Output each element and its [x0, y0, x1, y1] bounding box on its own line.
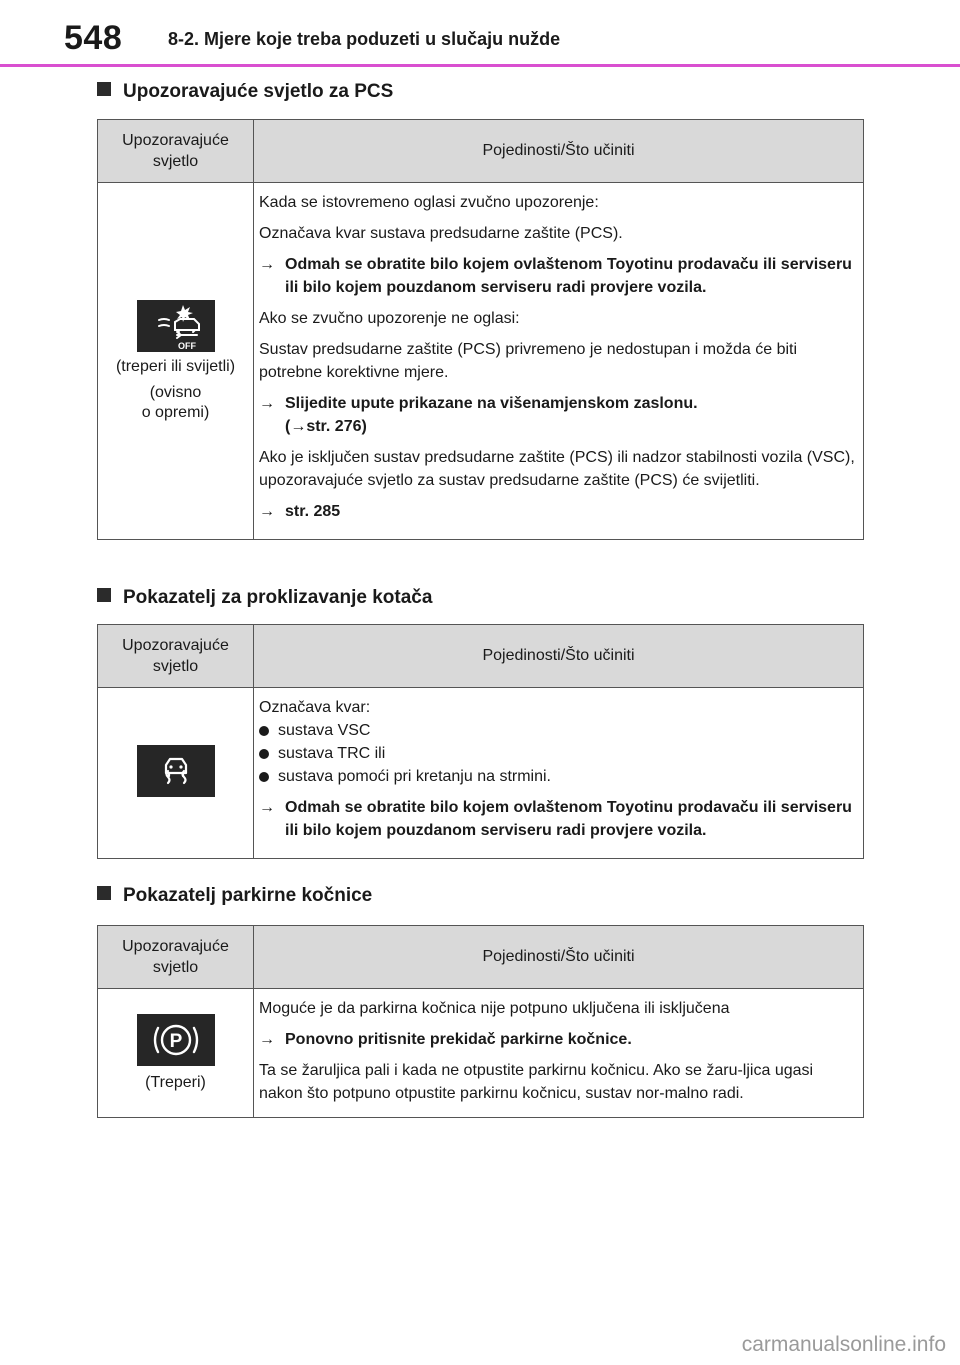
- icon-cell: [98, 183, 254, 540]
- action-item: → Ponovno pritisnite prekidač parkirne kočnice.: [259, 1028, 857, 1051]
- action-item: → Odmah se obratite bilo kojem ovlaštenom Toyotinu prodavaču ili serviseru ili bilo kojem pouzdanom serviseru radi provjere vozila.: [259, 796, 857, 842]
- action-item: → Slijedite upute prikazane na višenamjenskom zaslonu. (→str. 276): [259, 392, 857, 438]
- arrow-icon: →: [259, 799, 275, 816]
- skid-indicator-table: [97, 624, 864, 859]
- col-header-light: Upozoravajuće svjetlo: [98, 926, 254, 989]
- action-item: → Odmah se obratite bilo kojem ovlaštenom Toyotinu prodavaču ili serviseru ili bilo kojem pouzdanom serviseru radi provjere vozila.: [259, 253, 857, 299]
- table-header-row: [98, 120, 864, 183]
- bullet-dot-icon: [259, 749, 269, 759]
- page-header: [0, 0, 960, 70]
- action-item: [259, 500, 857, 523]
- details-text: Moguće je da parkirna kočnica nije potpuno uključena ili isključena: [259, 1000, 730, 1017]
- col-header-details: Pojedinosti/Što učiniti: [254, 625, 864, 688]
- pcs-off-icon: [137, 300, 215, 352]
- chapter-title: 8-2. Mjere koje treba poduzeti u slučaju nužde: [168, 29, 561, 49]
- icon-cell: [98, 688, 254, 859]
- col-header-details: Pojedinosti/Što učiniti: [254, 926, 864, 989]
- header-rule: [0, 64, 960, 67]
- table-row: [98, 183, 864, 540]
- arrow-icon: →: [259, 1031, 275, 1048]
- page-reference[interactable]: str. 276): [306, 418, 367, 435]
- parking-brake-icon: [137, 1014, 215, 1066]
- details-text: Označava kvar:: [259, 699, 371, 716]
- col-header-details: Pojedinosti/Što učiniti: [254, 120, 864, 183]
- table-row: [98, 989, 864, 1118]
- col-header-light: Upozoravajuće svjetlo: [98, 120, 254, 183]
- list-item: sustava pomoći pri kretanju na strmini.: [259, 765, 857, 788]
- parking-brake-table: [97, 925, 864, 1118]
- bullet-dot-icon: [259, 726, 269, 736]
- arrow-icon: →: [259, 503, 275, 520]
- svg-text:P: P: [169, 1030, 182, 1052]
- bullet-dot-icon: [259, 772, 269, 782]
- page-number: 548: [64, 19, 123, 57]
- details-text: Označava kvar sustava predsudarne zaštite (PCS).: [259, 225, 623, 242]
- section-title-pcs: Upozoravajuće svjetlo za PCS: [97, 81, 393, 103]
- section-title-skid: Pokazatelj za proklizavanje kotača: [97, 587, 432, 609]
- table-header-row: [98, 926, 864, 989]
- list-item: sustava TRC ili: [259, 742, 857, 765]
- list-item: sustava VSC: [259, 719, 857, 742]
- square-bullet-icon: [97, 886, 111, 900]
- arrow-icon: →: [259, 395, 275, 412]
- details-cell: [254, 183, 864, 540]
- col-header-light: Upozoravajuće svjetlo: [98, 625, 254, 688]
- details-text: Ako je isključen sustav predsudarne zaštite (PCS) ili nadzor stabilnosti vozila (VSC), upozoravajuće svjetlo za sustav predsudarne zaštite (PCS) će svijetliti.: [259, 449, 855, 489]
- details-text: Ta se žaruljica pali i kada ne otpustite parkirnu kočnicu. Ako se žaru-ljica ugasi nakon što potpuno otpustite parkirnu kočnicu, sustav nor-malno radi.: [259, 1062, 814, 1102]
- details-text: Sustav predsudarne zaštite (PCS) privremeno je nedostupan i možda će biti potrebne korektivne mjere.: [259, 341, 798, 381]
- icon-caption: (treperi ili svijetli) (ovisno o opremi): [115, 357, 236, 421]
- details-cell: [254, 688, 864, 859]
- pcs-warning-table: [97, 119, 864, 540]
- table-row: [98, 688, 864, 859]
- square-bullet-icon: [97, 82, 111, 96]
- icon-cell: [98, 989, 254, 1118]
- details-cell: [254, 989, 864, 1118]
- section-title-parking-brake: Pokazatelj parkirne kočnice: [97, 885, 372, 907]
- table-header-row: [98, 625, 864, 688]
- watermark: carmanualsonline.info: [741, 1333, 946, 1356]
- icon-caption: (Treperi): [145, 1073, 206, 1091]
- page-reference[interactable]: str. 285: [285, 503, 341, 520]
- svg-text:OFF: OFF: [177, 340, 196, 351]
- skid-icon: [137, 745, 215, 797]
- details-text: Kada se istovremeno oglasi zvučno upozorenje:: [259, 194, 599, 211]
- square-bullet-icon: [97, 588, 111, 602]
- arrow-icon: →: [259, 256, 275, 273]
- details-text: Ako se zvučno upozorenje ne oglasi:: [259, 310, 520, 327]
